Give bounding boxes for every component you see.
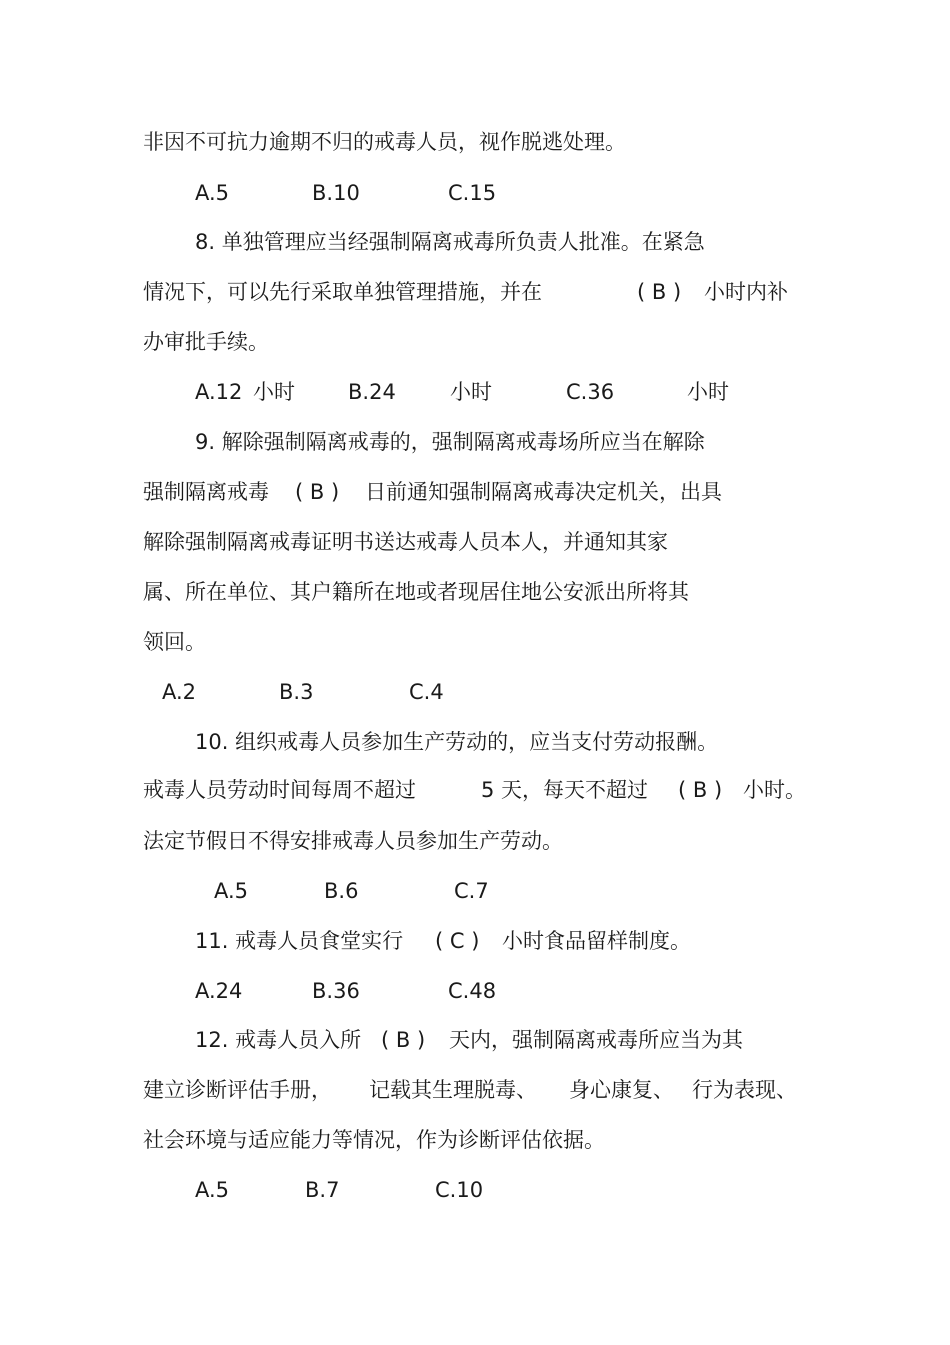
q9-line4-text: 属、所在单位、其户籍所在地或者现居住地公安派出所将其 [143, 580, 689, 604]
q10-answer: ( B ) [678, 778, 723, 802]
q11-option-b: B.36 [312, 979, 360, 1003]
q10-line2-text: 戒毒人员劳动时间每周不超过 [143, 778, 416, 802]
q11-answer: ( C ) [435, 929, 480, 953]
q9-option-b: B.3 [279, 680, 314, 704]
q11-option-a: A.24 [195, 979, 243, 1003]
q8-line3-text: 办审批手续。 [143, 330, 269, 354]
q7-option-c: C.15 [448, 181, 497, 205]
q10-option-b: B.6 [324, 879, 359, 903]
q11-option-c: C.48 [448, 979, 497, 1003]
q12-question-text: 12. 戒毒人员入所 [195, 1028, 362, 1052]
q8-option-a-unit: 小时 [253, 380, 295, 404]
q9-line2-tail: 日前通知强制隔离戒毒决定机关，出具 [365, 480, 722, 504]
q12-line3-text: 社会环境与适应能力等情况，作为诊断评估依据。 [143, 1128, 605, 1152]
q11-line1-tail: 小时食品留样制度。 [502, 929, 691, 953]
q10-line2-tail: 小时。 [743, 778, 806, 802]
q7-option-a: A.5 [195, 181, 230, 205]
q8-option-c-unit: 小时 [687, 380, 729, 404]
q12-option-a: A.5 [195, 1178, 230, 1202]
q8-question-text: 8. 单独管理应当经强制隔离戒毒所负责人批准。在紧急 [195, 230, 705, 254]
q8-line2-tail: 小时内补 [704, 280, 788, 304]
q9-line2-text: 强制隔离戒毒 [143, 480, 269, 504]
q8-option-c-label: C.36 [566, 380, 615, 404]
q9-line5-text: 领回。 [143, 630, 206, 654]
q8-option-b-label: B.24 [348, 380, 396, 404]
q7-option-b: B.10 [312, 181, 360, 205]
q10-line3-text: 法定节假日不得安排戒毒人员参加生产劳动。 [143, 829, 563, 853]
q7-tail-text: 非因不可抗力逾期不归的戒毒人员，视作脱逃处理。 [143, 130, 626, 154]
q12-line2-c: 身心康复、 [569, 1078, 674, 1102]
q9-question-text: 9. 解除强制隔离戒毒的，强制隔离戒毒场所应当在解除 [195, 430, 705, 454]
q8-option-a-label: A.12 [195, 380, 243, 404]
q8-option-b-unit: 小时 [450, 380, 492, 404]
q12-option-b: B.7 [305, 1178, 340, 1202]
q8-answer: ( B ) [637, 280, 682, 304]
q12-line2-b: 记载其生理脱毒、 [369, 1078, 537, 1102]
q10-option-c: C.7 [454, 879, 489, 903]
q8-line2-text: 情况下，可以先行采取单独管理措施，并在 [143, 280, 542, 304]
q12-answer: ( B ) [381, 1028, 426, 1052]
q9-option-c: C.4 [409, 680, 444, 704]
q10-question-text: 10. 组织戒毒人员参加生产劳动的，应当支付劳动报酬。 [195, 730, 719, 754]
q12-line2-a: 建立诊断评估手册， [143, 1078, 332, 1102]
q9-line3-text: 解除强制隔离戒毒证明书送达戒毒人员本人，并通知其家 [143, 530, 668, 554]
q10-line2-num: 5 天，每天不超过 [481, 778, 649, 802]
q12-option-c: C.10 [435, 1178, 484, 1202]
q12-line1-tail: 天内，强制隔离戒毒所应当为其 [449, 1028, 743, 1052]
q10-option-a: A.5 [214, 879, 249, 903]
q9-option-a: A.2 [162, 680, 197, 704]
q11-question-text: 11. 戒毒人员食堂实行 [195, 929, 404, 953]
q9-answer: ( B ) [295, 480, 340, 504]
q12-line2-d: 行为表现、 [692, 1078, 797, 1102]
